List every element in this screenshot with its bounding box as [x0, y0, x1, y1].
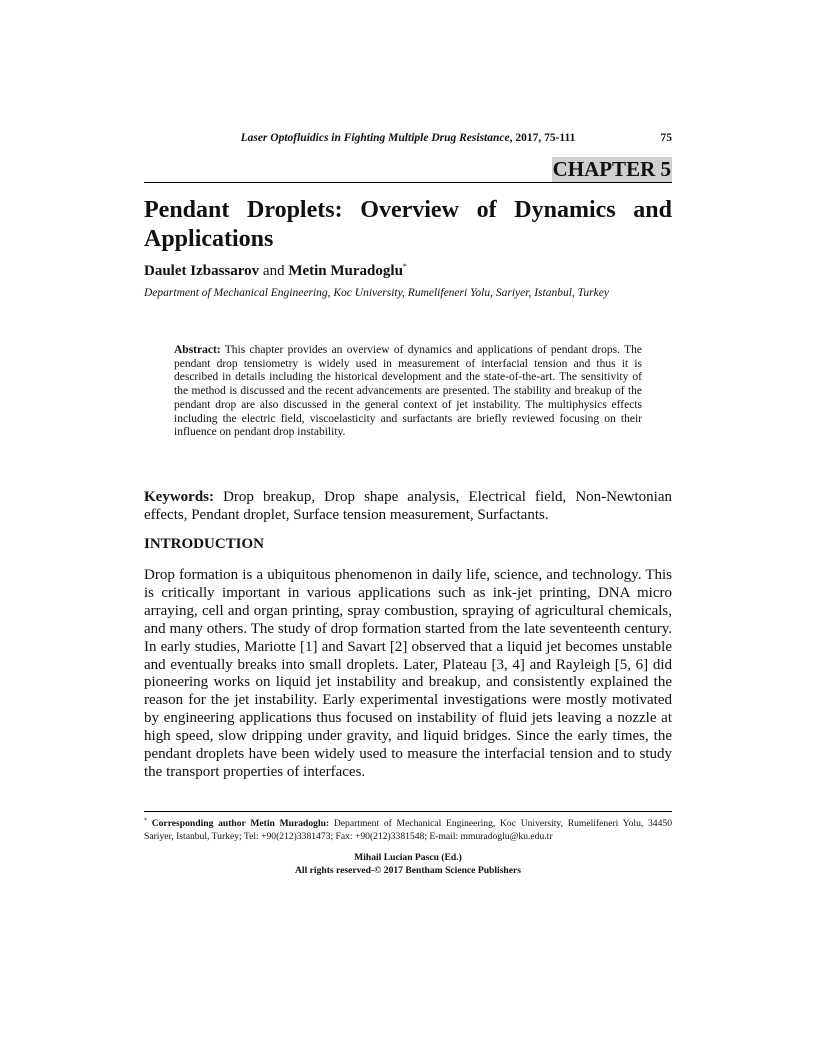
corresponding-mark: *	[402, 262, 407, 271]
authors	[144, 262, 672, 280]
chapter-title: Pendant Droplets: Overview of Dynamics and Applications	[144, 197, 672, 252]
publisher-info	[144, 852, 672, 877]
author-conjunction: and	[259, 263, 289, 279]
footnote-mark: *	[144, 818, 147, 824]
footnote-divider	[144, 811, 672, 812]
chapter-divider	[144, 182, 672, 183]
journal-details: , 2017, 75-111	[509, 132, 576, 144]
footnote	[144, 815, 672, 843]
keywords-label: Keywords:	[144, 489, 214, 505]
abstract-label: Abstract:	[174, 344, 221, 356]
section-heading: INTRODUCTION	[144, 536, 265, 552]
rights-line: All rights reserved-© 2017 Bentham Science Publishers	[294, 864, 522, 876]
keywords-text: Drop breakup, Drop shape analysis, Electrical field, Non-Newtonian effects, Pendant droplet, Surface tension measurement, Surfactants.	[144, 489, 672, 523]
abstract	[174, 344, 642, 440]
editor-line: Mihail Lucian Pascu (Ed.)	[354, 852, 462, 863]
body-paragraph: Drop formation is a ubiquitous phenomenon in daily life, science, and technology. This is critically important in various applications such as ink-jet printing, DNA micro arraying, cell and organ printing, spray combustion, spraying of agricultural chemicals, and many others. The study of drop formation started from the late seventeenth century. In early studies, Mariotte [1] and Savart [2] observed that a liquid jet becomes unstable and eventually breaks into small droplets. Later, Plateau [3, 4] and Rayleigh [5, 6] did pioneering works on liquid jet instability and breakup, and consistently explained the reason for the jet instability. Early experimental investigations were mostly motivated by engineering applications thus focused on instability of fluid jets leaving a nozzle at high speed, slow dripping under gravity, and liquid bridges. Since the early times, the pendant droplets have been widely used to measure the interfacial tension and to study the transport properties of interfaces.	[144, 567, 672, 780]
chapter-label: CHAPTER 5	[552, 157, 671, 181]
footnote-label: Corresponding author Metin Muradoglu:	[147, 818, 330, 830]
author-name: Metin Muradoglu	[288, 263, 403, 279]
running-head	[144, 132, 672, 144]
journal-title: Laser Optofluidics in Fighting Multiple Drug Resistance	[240, 132, 510, 144]
footnote-text: Department of Mechanical Engineering, Koc University, Rumelifeneri Yolu, 34450 Sariyer, Istanbul, Turkey; Tel: +90(212)3381473; Fax: +90(212)3381548; E-mail: mmuradoglu@ku.edu.tr	[144, 818, 672, 842]
author-name: Daulet Izbassarov	[144, 263, 260, 279]
page-number: 75	[660, 132, 672, 144]
affiliation: Department of Mechanical Engineering, Koc University, Rumelifeneri Yolu, Sariyer, Istanbul, Turkey	[144, 287, 609, 299]
keywords	[144, 488, 672, 524]
abstract-text: This chapter provides an overview of dynamics and applications of pendant drops. The pendant drop tensiometry is widely used in measurement of interfacial tension and thus it is described in details including the historical development and the state-of-the-art. The sensitivity of the method is discussed and the recent advancements are presented. The stability and breakup of the pendant drop are also discussed in the general context of jet instability. The multiphysics effects including the electric field, viscoelasticity and surfactants are briefly reviewed focusing on their influence on pendant drop instability.	[174, 344, 642, 439]
